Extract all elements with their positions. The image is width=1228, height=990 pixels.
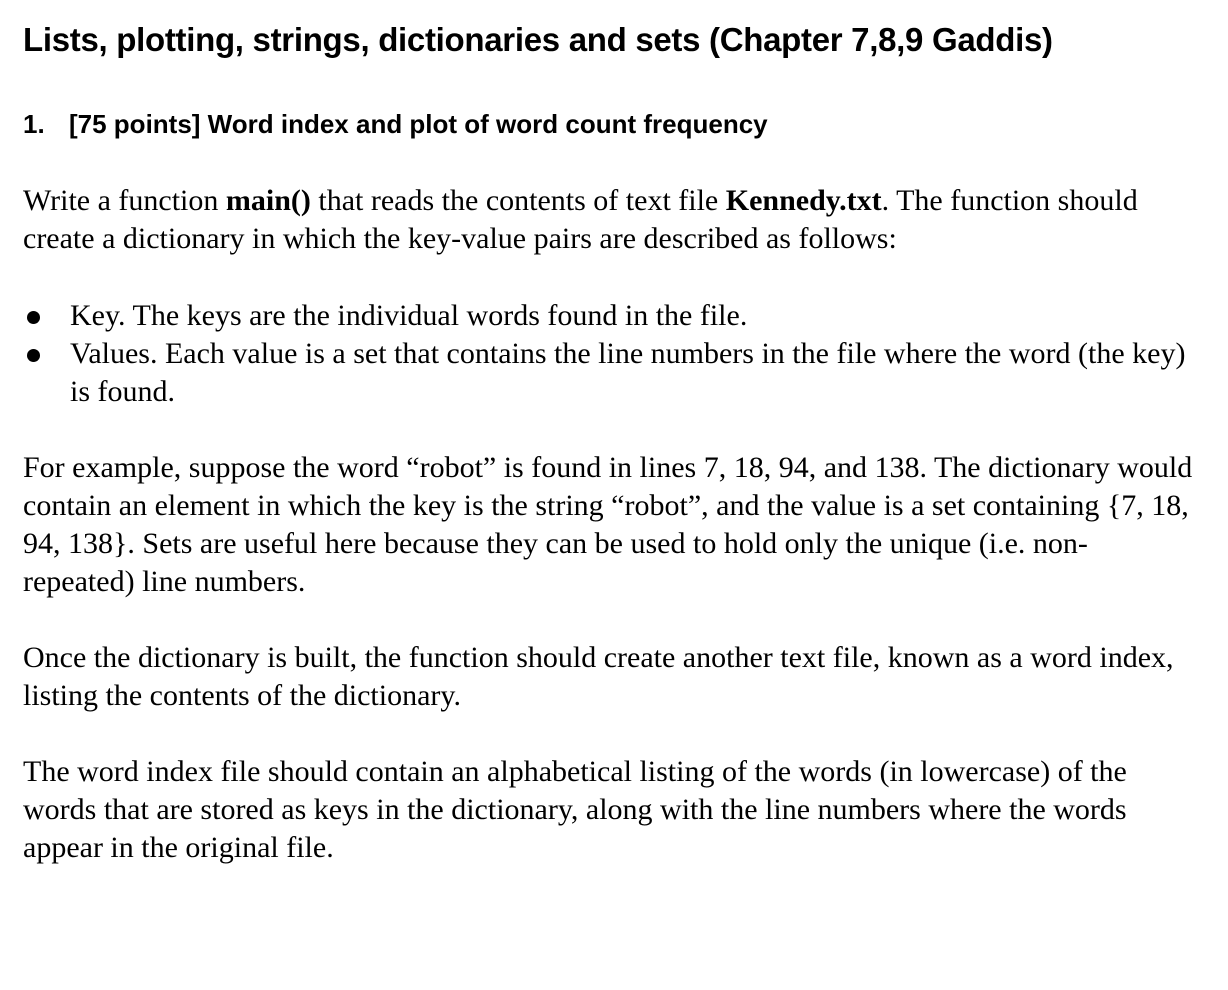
listing-paragraph: The word index file should contain an alphabetical listing of the words (in lowercase) of the words that are stored as keys in the dictionary, along with the line numbers where the words appear in the original file.: [23, 755, 1127, 864]
file-name: Kennedy.txt: [725, 184, 882, 217]
bullet-dot-icon: [27, 311, 40, 324]
bullet-text: Key. The keys are the individual words found in the file.: [70, 299, 748, 332]
bullet-text: Values. Each value is a set that contains the line numbers in the file where the word (the key) is found.: [70, 337, 1186, 408]
bullet-dot-icon: [27, 349, 40, 362]
bullet-list: [23, 297, 1203, 411]
intro-text-1: Write a function: [23, 184, 226, 217]
index-paragraph: Once the dictionary is built, the function should create another text file, known as a word index, listing the contents of the dictionary.: [23, 641, 1174, 712]
section-number: 1.: [23, 109, 45, 139]
document-page: [23, 18, 1203, 867]
example-paragraph: For example, suppose the word “robot” is found in lines 7, 18, 94, and 138. The dictionary would contain an element in which the key is the string “robot”, and the value is a set containing {7, 18, 94, 138}. Sets are useful here because they can be used to hold only the unique (i.e. non- repeated) line numbers.: [23, 451, 1193, 598]
section-heading-text: [75 points] Word index and plot of word count frequency: [69, 109, 768, 139]
bullet-item-key: [23, 297, 1203, 335]
section-heading: [23, 107, 1203, 141]
intro-text-3: . The function should create a dictionary in which the key-value pairs are described as follows:: [23, 184, 1138, 255]
intro-paragraph: [23, 182, 1203, 258]
document-title: Lists, plotting, strings, dictionaries and sets (Chapter 7,8,9 Gaddis): [23, 21, 1053, 58]
bullet-item-values: [23, 335, 1203, 411]
function-name: main(): [225, 184, 311, 217]
intro-text-2: that reads the contents of text file: [310, 184, 726, 217]
